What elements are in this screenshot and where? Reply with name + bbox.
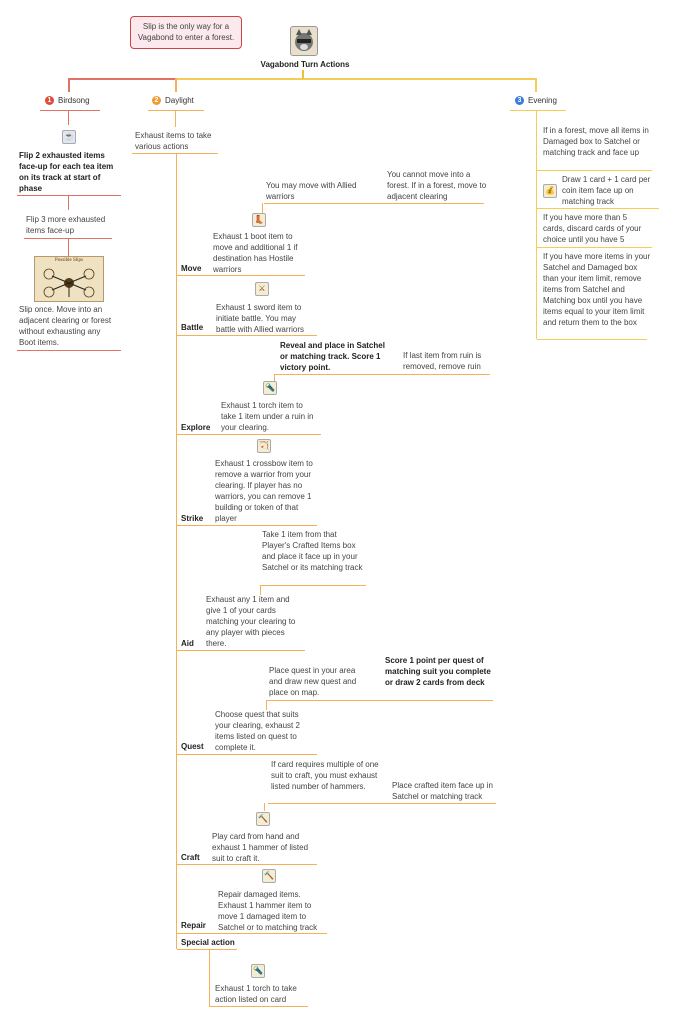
sword-icon: ⚔	[255, 282, 269, 296]
divider	[267, 700, 493, 701]
phase-number: 2	[152, 96, 161, 105]
move-allied: You may move with Allied warriors	[266, 181, 357, 201]
connector	[68, 239, 69, 256]
divider	[264, 203, 484, 204]
phase-label: Evening	[528, 96, 557, 105]
divider	[40, 110, 100, 111]
branch-line	[175, 78, 177, 92]
connector	[209, 949, 210, 1007]
divider	[510, 110, 566, 111]
repair-desc: Repair damaged items. Exhaust 1 hammer item to move 1 damaged item to Satchel or to matching track	[218, 890, 318, 932]
connector	[264, 803, 265, 811]
battle-label: Battle	[181, 323, 204, 332]
divider	[260, 585, 366, 586]
evening-items: If you have more items in your Satchel and Damaged box than your item limit, remove items from Satchel and Matching box until you have items equal to your item limit and return them to the box	[543, 252, 651, 327]
craft-multi: If card requires multiple of one suit to craft, you must exhaust listed number of hammers.	[271, 760, 379, 791]
note-box	[130, 16, 242, 49]
note-text: Slip is the only way for a Vagabond to enter a forest.	[137, 22, 235, 42]
branch-line	[68, 78, 70, 92]
move-label: Move	[181, 264, 202, 273]
connector	[68, 196, 69, 210]
craft-desc: Play card from hand and exhaust 1 hammer of listed suit to craft it.	[212, 832, 309, 863]
aid-label: Aid	[181, 639, 194, 648]
move-forest: You cannot move into a forest. If in a forest, move to adjacent clearing	[387, 170, 487, 201]
evening-spine	[536, 111, 537, 339]
hammer-icon: 🔨	[262, 869, 276, 883]
strike-label: Strike	[181, 514, 204, 523]
special-desc: Exhaust 1 torch to take action listed on card	[215, 984, 297, 1004]
possible-slips-image	[34, 256, 104, 302]
branch-line	[68, 78, 176, 80]
slips-caption: Possible Slips	[55, 258, 83, 263]
branch-line	[535, 78, 537, 92]
phase-number: 1	[45, 96, 54, 105]
divider	[537, 247, 652, 248]
boot-icon: 👢	[252, 213, 266, 227]
raccoon-icon	[290, 26, 318, 56]
phase-number: 3	[515, 96, 524, 105]
phase-label: Birdsong	[58, 96, 90, 105]
quest-desc: Choose quest that suits your clearing, exhaust 2 items listed on quest to complete it.	[215, 710, 300, 752]
divider	[275, 374, 490, 375]
explore-desc: Exhaust 1 torch item to take 1 item under a ruin in your clearing.	[221, 401, 314, 432]
divider	[210, 1006, 308, 1007]
hammer-icon: 🔨	[256, 812, 270, 826]
crossbow-icon: 🏹	[257, 439, 271, 453]
divider	[177, 335, 317, 336]
divider	[537, 339, 647, 340]
explore-last: If last item from ruin is removed, remove ruin	[403, 351, 482, 371]
phase-evening	[515, 96, 557, 105]
divider	[132, 153, 218, 154]
connector	[68, 111, 69, 125]
evening-forest: If in a forest, move all items in Damaged box to Satchel or matching track and face up	[543, 126, 649, 157]
evening-draw: Draw 1 card + 1 card per coin item face up on matching track	[562, 175, 651, 206]
birdsong-flip3: Flip 3 more exhausted items face-up	[26, 215, 106, 235]
phase-label: Daylight	[165, 96, 194, 105]
divider	[177, 864, 317, 865]
divider	[268, 803, 496, 804]
quest-score: Score 1 point per quest of matching suit you complete or draw 2 cards from deck	[385, 656, 491, 687]
birdsong-slip: Slip once. Move into an adjacent clearing or forest without exhausting any Boot items.	[19, 305, 112, 347]
tea-icon: ☕	[62, 130, 76, 144]
strike-desc: Exhaust 1 crossbow item to remove a warrior from your clearing. If player has no warriors, you can remove 1 building or token of that player	[215, 459, 313, 523]
divider	[177, 754, 317, 755]
branch-line	[302, 70, 304, 79]
torch-icon: 🔦	[251, 964, 265, 978]
move-desc: Exhaust 1 boot item to move and additional 1 if destination has Hostile warriors	[213, 232, 298, 274]
craft-label: Craft	[181, 853, 200, 862]
quest-label: Quest	[181, 742, 204, 751]
divider	[177, 949, 237, 950]
birdsong-flip-tea: Flip 2 exhausted items face-up for each tea item on its track at start of phase	[19, 151, 114, 193]
battle-desc: Exhaust 1 sword item to initiate battle. You may battle with Allied warriors	[216, 303, 305, 334]
craft-place: Place crafted item face up in Satchel or matching track	[392, 781, 493, 801]
daylight-intro: Exhaust items to take various actions	[135, 131, 212, 151]
special-action-label: Special action	[181, 938, 235, 947]
explore-reveal: Reveal and place in Satchel or matching track. Score 1 victory point.	[280, 341, 385, 372]
torch-icon: 🔦	[263, 381, 277, 395]
phase-daylight	[152, 96, 194, 105]
divider	[177, 525, 317, 526]
evening-discard: If you have more than 5 cards, discard cards of your choice until you have 5	[543, 213, 642, 244]
coin-icon: 💰	[543, 184, 557, 198]
divider	[148, 110, 204, 111]
divider	[537, 170, 652, 171]
divider	[537, 208, 659, 209]
aid-desc: Exhaust any 1 item and give 1 of your cards matching your clearing to any player with pieces there.	[206, 595, 296, 648]
aid-take: Take 1 item from that Player's Crafted Items box and place it face up in your Satchel or its matching track	[262, 530, 363, 572]
divider	[177, 434, 321, 435]
branch-line	[176, 78, 536, 80]
explore-label: Explore	[181, 423, 211, 432]
divider	[177, 933, 327, 934]
divider	[17, 195, 121, 196]
repair-label: Repair	[181, 921, 206, 930]
connector	[175, 111, 176, 127]
divider	[177, 650, 305, 651]
divider	[177, 275, 305, 276]
diagram-title: Vagabond Turn Actions	[260, 60, 350, 69]
quest-place: Place quest in your area and draw new quest and place on map.	[269, 666, 357, 697]
phase-birdsong	[45, 96, 90, 105]
divider	[17, 350, 121, 351]
daylight-spine	[176, 154, 177, 949]
